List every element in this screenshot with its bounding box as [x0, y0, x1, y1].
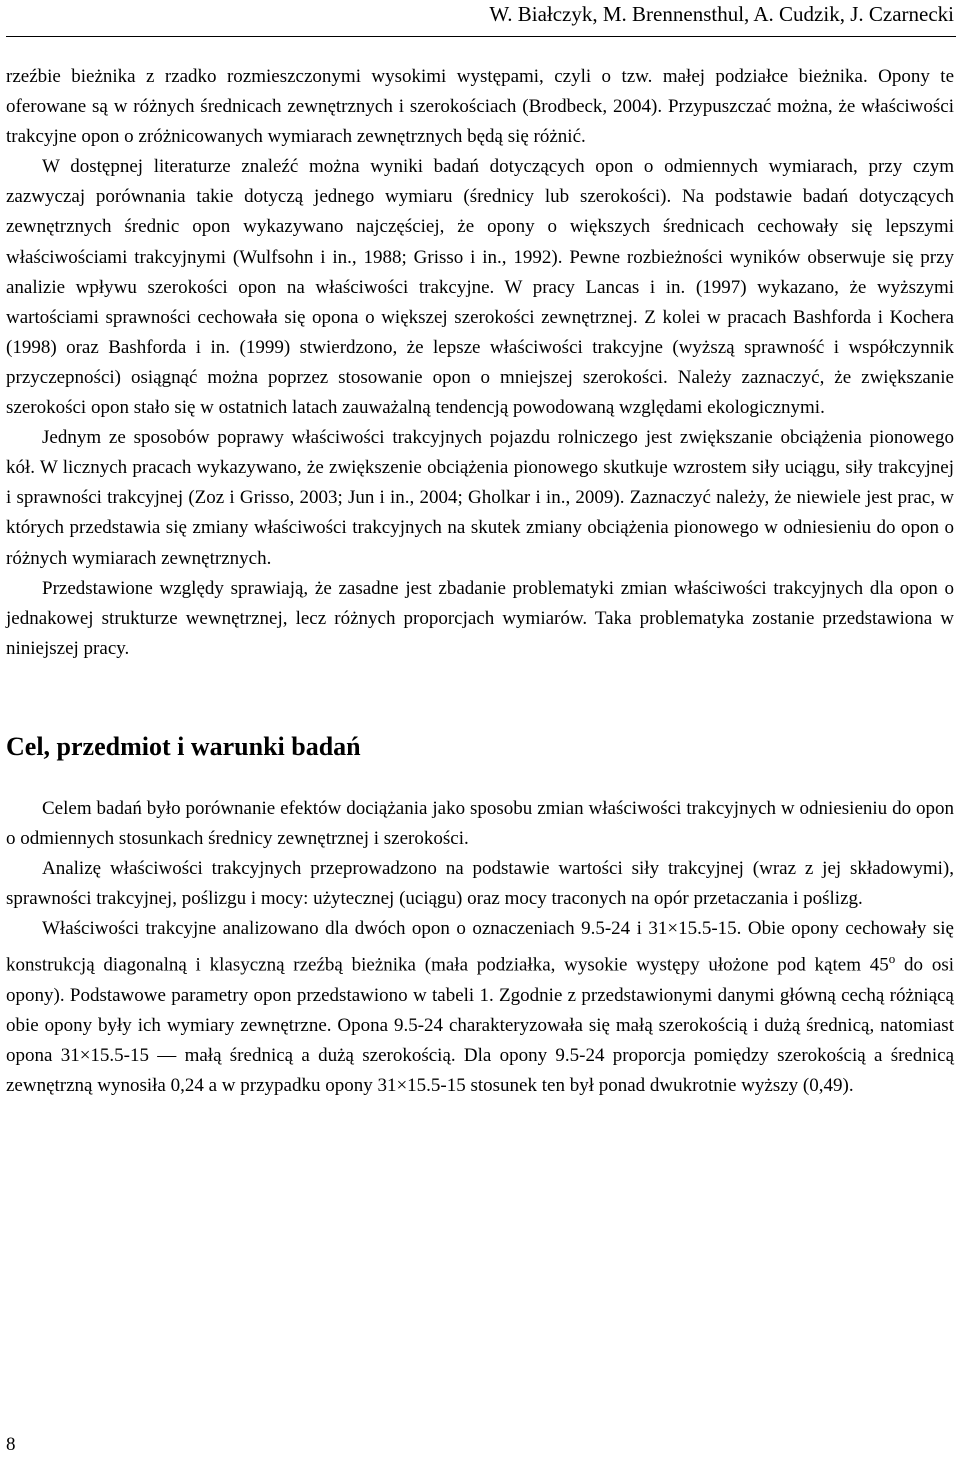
paragraph-text: do osi opony). Podstawowe parametry opon przedstawiono w tabeli 1. Zgodnie z przedstawionymi danymi główną cechą różniącą obie opony były ich wymiary zewnętrzne. Opona 9.5-24 charakteryzowała się małą szerokością i dużą średnicą, natomiast opona 31×15.5-15 — małą średnicą a dużą szerokością. Dla opony 9.5-24 proporcja pomiędzy szerokością a średnicą zewnętrzną wynosiła 0,24 a w przypadku opony 31×15.5-15 stosunek ten był ponad dwukrotnie wyższy (0,49). — [6, 954, 954, 1097]
paragraph-text: Właściwości trakcyjne analizowano dla dwóch opon o oznaczeniach 9.5-24 i 31×15.5-15. Obie opony cechowały się konstrukcją diagonalną i klasyczną rzeźbą bieżnika (mała podziałka, wysokie występy ułożone pod kątem 45 — [6, 918, 954, 976]
paragraph: Przedstawione względy sprawiają, że zasadne jest zbadanie problematyki zmian właściwości trakcyjnych dla opon o jednakowej strukturze wewnętrznej, lecz różnych proporcjach wymiarów. Taka problematyka zostanie przedstawiona w niniejszej pracy. — [6, 577, 954, 659]
running-header: W. Białczyk, M. Brennensthul, A. Cudzik, J. Czarnecki — [489, 2, 954, 26]
paragraph — [6, 914, 954, 1101]
section-heading: Cel, przedmiot i warunki badań — [6, 731, 361, 761]
paragraph: Jednym ze sposobów poprawy właściwości trakcyjnych pojazdu rolniczego jest zwiększanie obciążenia pionowego kół. W licznych pracach wykazywano, że zwiększenie obciążenia pionowego skutkuje wzrostem siły uciągu, siły trakcyjnej i sprawności trakcyjnej (Zoz i Grisso, 2003; Jun i in., 2004; Gholkar i in., 2009). Zaznaczyć należy, że niewiele jest prac, w których przedstawia się zmiany właściwości trakcyjnych na skutek zmiany obciążenia pionowego w odniesieniu do opon o różnych wymiarach zewnętrznych. — [6, 427, 954, 569]
degree-superscript: o — [888, 951, 896, 967]
page-number: 8 — [6, 1434, 16, 1455]
page-body — [6, 62, 954, 1101]
paragraph: rzeźbie bieżnika z rzadko rozmieszczonymi wysokimi występami, czyli o tzw. małej podziałce bieżnika. Opony te oferowane są w różnych średnicach zewnętrznych i szerokościach (Brodbeck, 2004). Przypuszczać można, że właściwości trakcyjne opon o zróżnicowanych wymiarach zewnętrznych będą się różnić. — [6, 66, 954, 148]
paragraph: Celem badań było porównanie efektów dociążania jako sposobu zmian właściwości trakcyjnych w odniesieniu do opon o odmiennych stosunkach średnicy zewnętrznej i szerokości. — [6, 797, 954, 849]
paragraph: W dostępnej literaturze znaleźć można wyniki badań dotyczących opon o odmiennych wymiarach, przy czym zazwyczaj porównania takie dotyczą jednego wymiaru (średnicy lub szerokości). Na podstawie badań dotyczących zewnętrznych średnic opon wykazywano najczęściej, że opony o większych średnicach cechowały się lepszymi właściwościami trakcyjnymi (Wulfsohn i in., 1988; Grisso i in., 1992). Pewne rozbieżności wyników obserwuje się przy analizie wpływu szerokości opon na właściwości trakcyjne. W pracy Lancas i in. (1997) wykazano, że wyższymi wartościami sprawności cechowała się opona o większej szerokości zewnętrznej. Z kolei w pracach Bashforda i Kochera (1998) oraz Bashforda i in. (1999) stwierdzono, że lepsze właściwości trakcyjne (wyższą sprawność i współczynnik przyczepności) osiągnąć można poprzez stosowanie opon o mniejszej szerokości. Należy zaznaczyć, że zwiększanie szerokości opon stało się w ostatnich latach zauważalną tendencją powodowaną względami ekologicznymi. — [6, 156, 954, 419]
header-rule — [6, 36, 956, 37]
paragraph: Analizę właściwości trakcyjnych przeprowadzono na podstawie wartości siły trakcyjnej (wraz z jej składowymi), sprawności trakcyjnej, poślizgu i mocy: użytecznej (uciągu) oraz mocy traconych na opór przetaczania i poślizg. — [6, 858, 954, 910]
